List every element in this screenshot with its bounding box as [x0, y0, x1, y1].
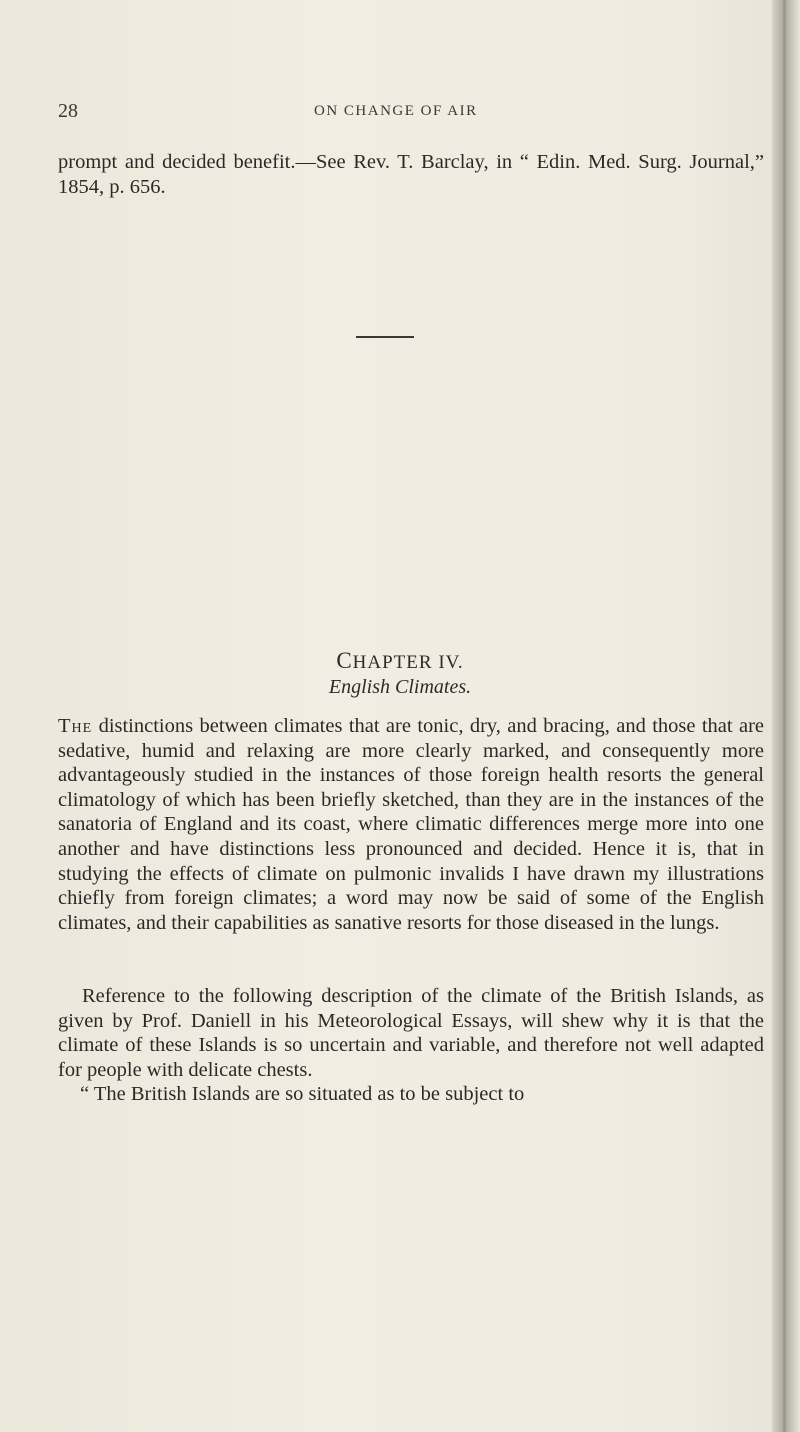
section-divider — [356, 336, 414, 338]
chapter-heading-rest: HAPTER IV. — [352, 652, 464, 673]
paragraph-continuation: prompt and decided benefit.—See Rev. T. Barclay, in “ Edin. Med. Surg. Journal,” 1854, p. 656. — [58, 151, 764, 198]
page-number: 28 — [58, 100, 78, 122]
paragraph-quotation: “ The British Islands are so situated as to be subject to — [80, 1083, 525, 1105]
chapter-heading — [0, 648, 800, 674]
page-edge — [772, 0, 800, 1432]
page-binding-shadow — [783, 0, 786, 1432]
running-head: ON CHANGE OF AIR — [314, 103, 478, 119]
chapter-heading-initial: C — [336, 648, 353, 673]
paragraph-opening — [58, 714, 764, 935]
paragraph-reference: Reference to the following description of the climate of the British Islands, as given by Prof. Daniell in his Meteorological Essays, will shew why it is that the climate of these Islands is so uncertain and variable, and therefore not well adapted for people with delicate chests. — [58, 985, 764, 1081]
paragraph-opening-text: distinctions between climates that are tonic, dry, and bracing, and those that are sedative, humid and relaxing are more clearly marked, and consequently more advantageously studied in the instances of those foreign health resorts the general climatology of which has been briefly sketched, than they are in the instances of the sanatoria of England and its coast, where climatic differences merge more into one another and have distinctions less pronounced and decided. Hence it is, that in studying the effects of climate on pulmonic invalids I have drawn my illustrations chiefly from foreign climates; a word may now be said of some of the English climates, and their capabilities as sanative resorts for those diseased in the lungs. — [58, 715, 764, 934]
opening-word: The — [58, 715, 93, 737]
chapter-subtitle: English Climates. — [328, 676, 472, 698]
page-header — [58, 100, 758, 130]
